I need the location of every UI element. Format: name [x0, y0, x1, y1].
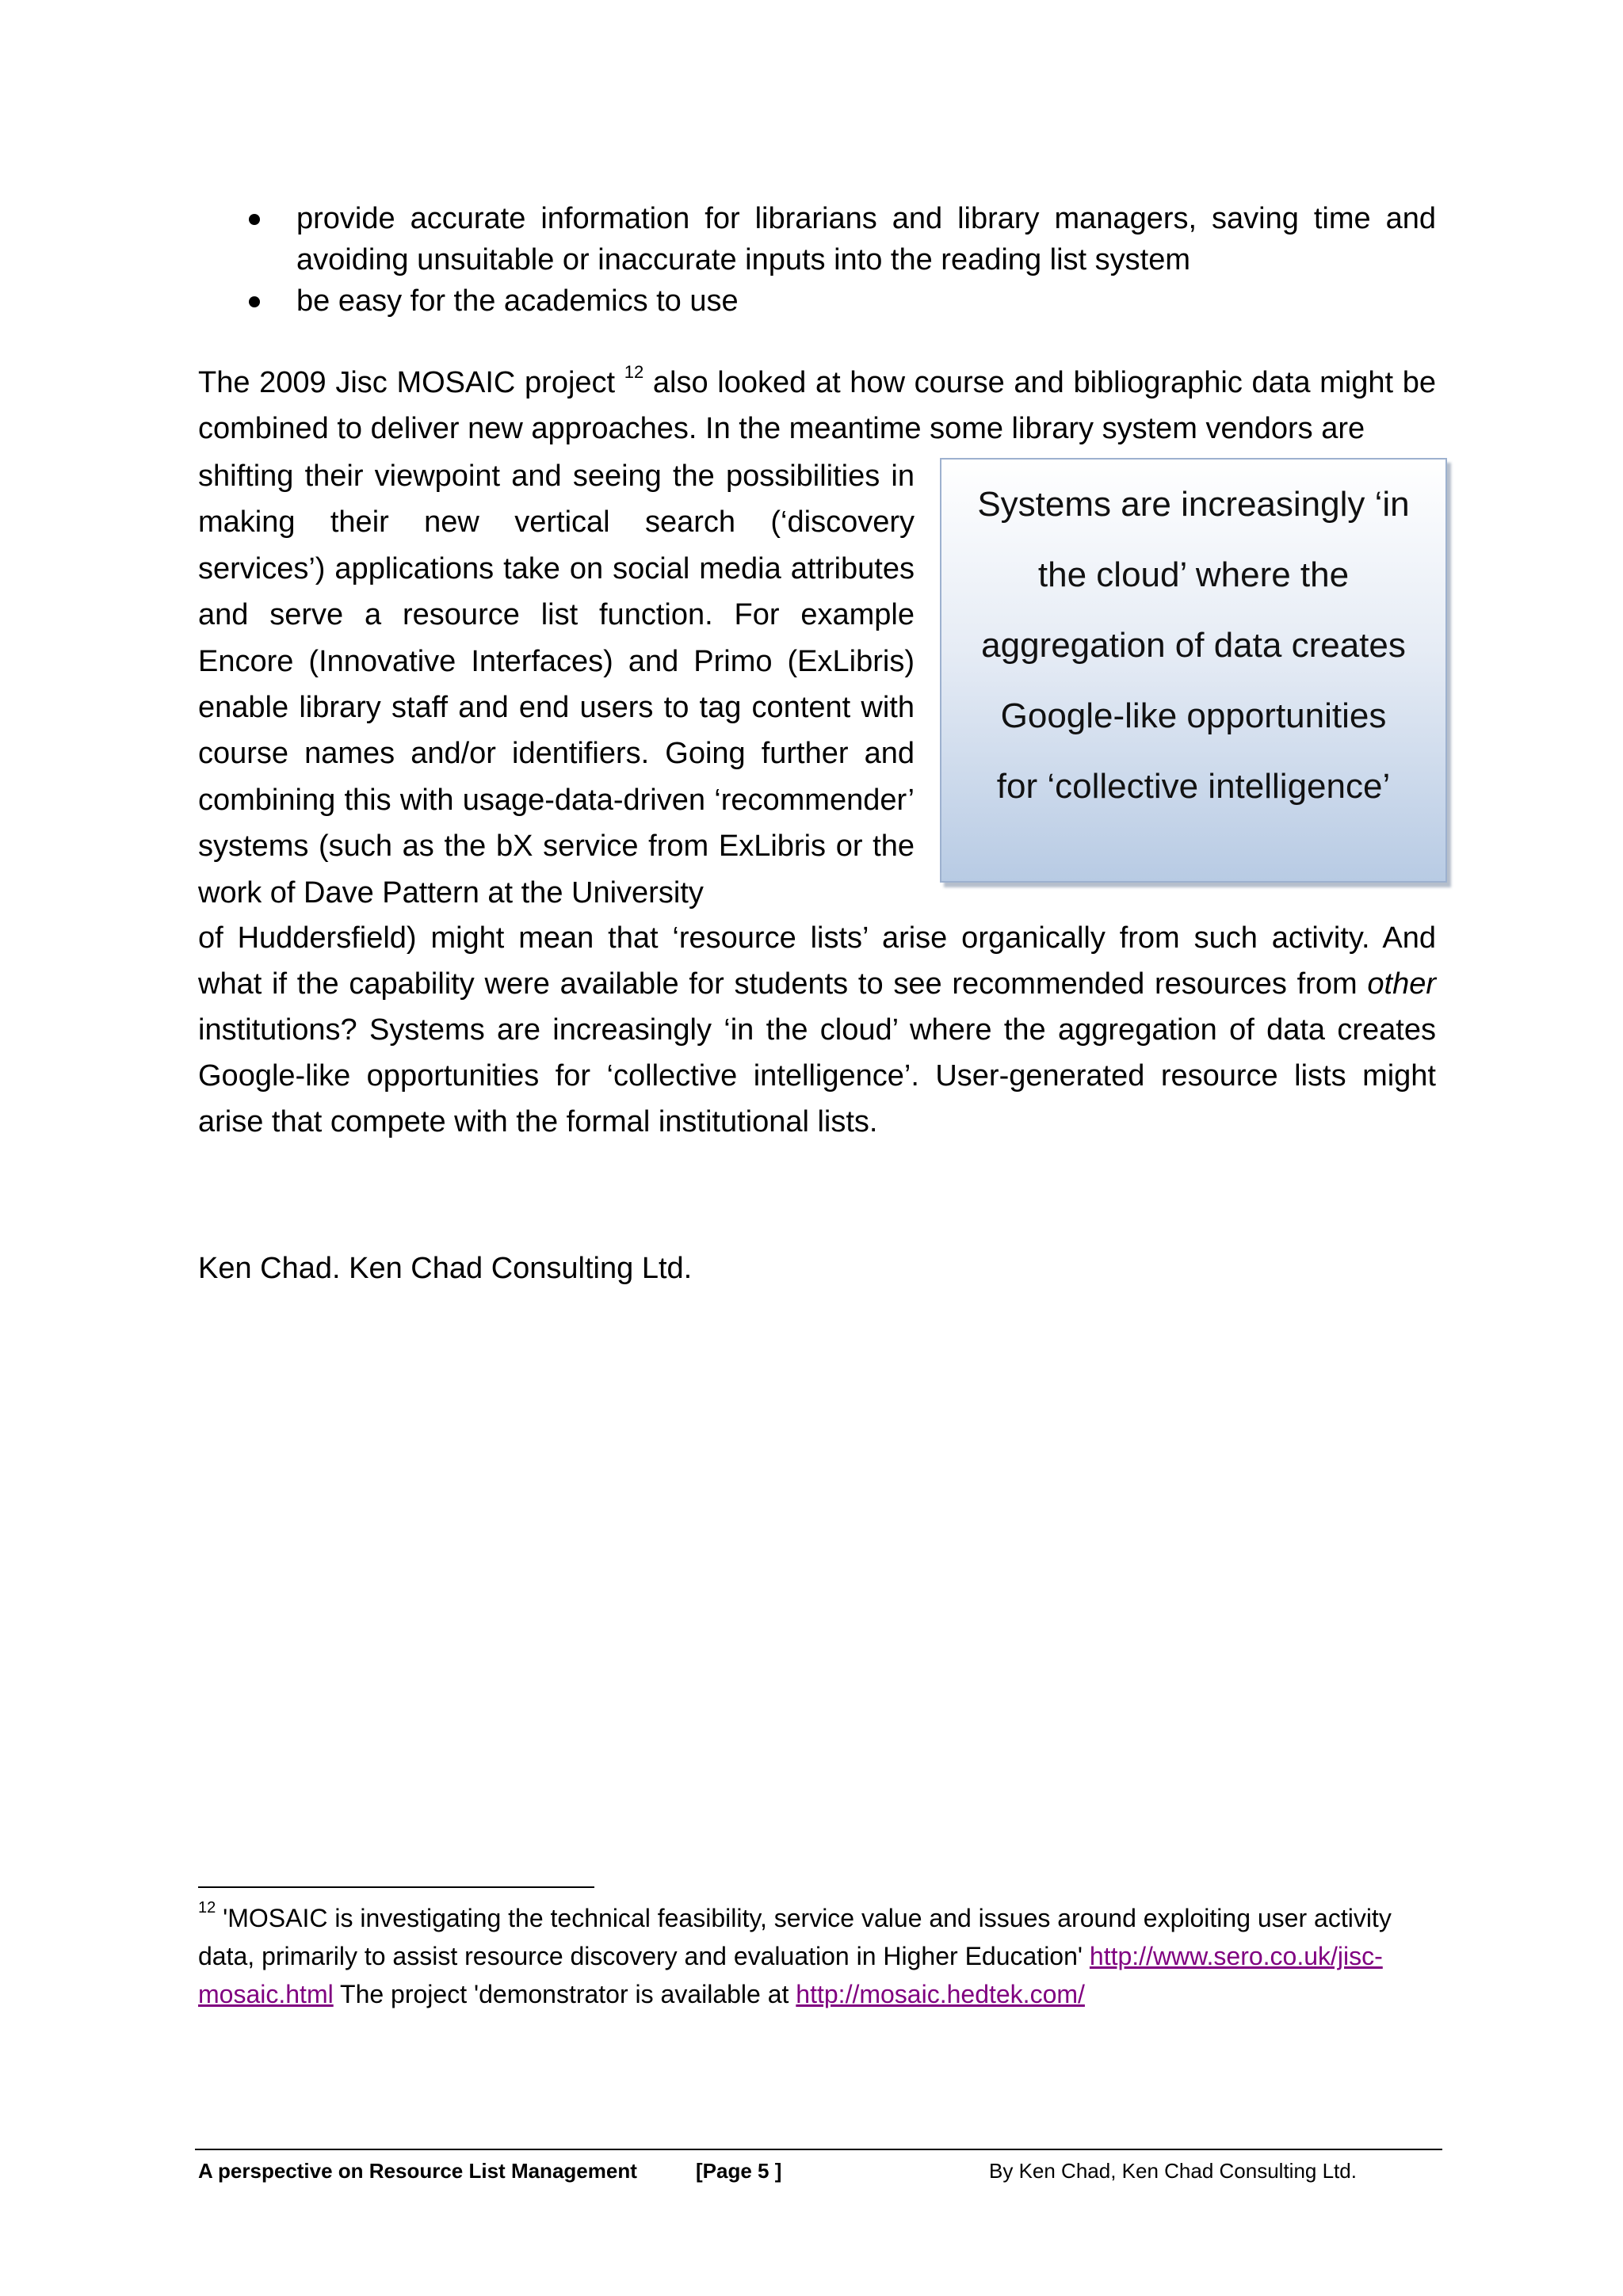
bullet-item: be easy for the academics to use [238, 280, 1436, 322]
callout-line: the cloud’ where the [1037, 555, 1350, 594]
hedtek-link[interactable]: http://mosaic.hedtek.com/ [796, 1980, 1085, 2008]
callout-line: aggregation of data creates [981, 626, 1406, 665]
footer-byline: By Ken Chad, Ken Chad Consulting Ltd. [989, 2159, 1357, 2183]
sero-link[interactable]: http://www.sero.co.uk/jisc-mosaic.html [198, 1942, 1383, 2008]
footer-divider [195, 2149, 1442, 2150]
callout-line: Google-like opportunities [1000, 696, 1387, 735]
footnote-number: 12 [198, 1899, 216, 1917]
pull-quote-callout [940, 458, 1447, 883]
bullet-list [238, 198, 1436, 322]
paragraph-continued [198, 915, 1436, 1145]
para-text: institutions? Systems are increasingly ‘in the cloud’ where the aggregation of data creates Google-like opportunities for ‘collective intelligence’. User-generated resource lists might arise that compete with the formal institutional lists. [198, 1013, 1436, 1138]
author-signature: Ken Chad. Ken Chad Consulting Ltd. [198, 1252, 693, 1285]
footnote-ref[interactable]: 12 [624, 362, 644, 383]
footer-title: A perspective on Resource List Management [198, 2159, 637, 2183]
para-text: The 2009 Jisc MOSAIC project [198, 366, 624, 399]
footnote-divider [198, 1886, 594, 1888]
para-text: of Huddersfield) might mean that ‘resource lists’ arise organically from such activity. And what if the capability were available for students to see recommended resources from [198, 921, 1436, 1001]
footnote-text: 'MOSAIC is investigating the technical feasibility, service value and issues around exploiting user activity data, primarily to assist resource discovery and evaluation in Higher Education' [198, 1904, 1392, 1970]
callout-line: for ‘collective intelligence’ [996, 767, 1391, 806]
emphasis-text: other [1367, 967, 1436, 1001]
footer-page-number: [Page 5 ] [696, 2159, 782, 2183]
footnote [198, 1899, 1419, 2013]
para-text: also looked at how course and bibliographic data might be combined to deliver new approaches. In the meantime some library system vendors are [198, 366, 1436, 445]
footnote-text: The project 'demonstrator is available at [333, 1980, 796, 2008]
paragraph-mosaic [198, 360, 1436, 452]
bullet-item: provide accurate information for librarians and library managers, saving time and avoiding unsuitable or inaccurate inputs into the reading list system [238, 198, 1436, 280]
paragraph-wrapped: shifting their viewpoint and seeing the possibilities in making their new vertical search (‘discovery services’) applications take on social media attributes and serve a resource list function. For example Encore (Innovative Interfaces) and Primo (ExLibris) enable library staff and end users to tag content with course names and/or identifiers. Going further and combining this with usage-data-driven ‘recommender’ systems (such as the bX service from ExLibris or the work of Dave Pattern at the University [198, 460, 915, 910]
callout-line: Systems are increasingly ‘in [977, 485, 1410, 524]
